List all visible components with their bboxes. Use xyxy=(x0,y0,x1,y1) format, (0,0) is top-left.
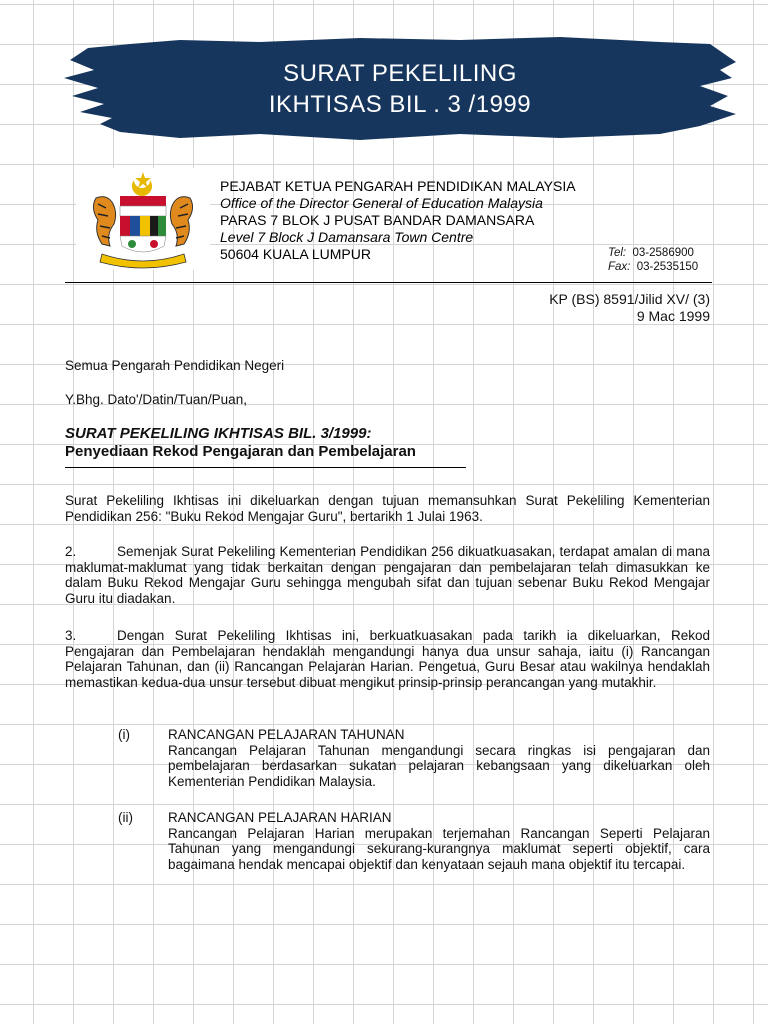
reference-block xyxy=(549,291,710,325)
salutation: Y.Bhg. Dato'/Datin/Tuan/Puan, xyxy=(65,392,247,407)
address-city: 50604 KUALA LUMPUR xyxy=(220,246,371,262)
coat-of-arms-icon xyxy=(76,168,210,270)
header-divider xyxy=(65,282,712,283)
office-name-english: Office of the Director General of Education Malaysia xyxy=(220,195,543,211)
title-banner xyxy=(60,34,740,144)
paragraph-2-text: Semenjak Surat Pekeliling Kementerian Pendidikan 256 dikuatkuasakan, terdapat amalan di mana maklumat-maklumat yang tidak berkaitan dengan pengajaran dan pembelajaran telah dimasukkan ke dalam Buku Rekod Mengajar Guru sehingga mengubah sifat dan tujuan sebenar Buku Rekod Mengajar Guru itu diadakan. xyxy=(65,544,710,606)
subject-subtitle: Penyediaan Rekod Pengajaran dan Pembelajaran xyxy=(65,443,416,460)
item-2-number: (ii) xyxy=(118,810,133,825)
tel-label: Tel: xyxy=(608,247,627,259)
contact-numbers xyxy=(608,246,698,274)
fax-number: 03-2535150 xyxy=(636,261,699,273)
subject-underline xyxy=(65,467,466,468)
reference-number: KP (BS) 8591/Jilid XV/ (3) xyxy=(549,291,710,307)
item-1-text: Rancangan Pelajaran Tahunan mengandungi secara ringkas isi pengajaran dan pembelajaran berdasarkan sukatan pelajaran kebangsaan yang dikeluarkan oleh Kementerian Pendidikan Malaysia. xyxy=(168,742,710,789)
address-malay: PARAS 7 BLOK J PUSAT BANDAR DAMANSARA xyxy=(220,212,535,228)
fax-label: Fax: xyxy=(608,261,631,273)
item-2-heading: RANCANGAN PELAJARAN HARIAN xyxy=(168,810,392,825)
paragraph-3-text: Dengan Surat Pekeliling Ikhtisas ini, berkuatkuasakan pada tarikh ia dikeluarkan, Rekod Pengajaran dan Pembelajaran hendaklah mengandungi hanya dua unsur sahaja, iaitu (i) Rancangan Pelajaran Tahunan, dan (ii) Rancangan Pelajaran Harian. Pengetua, Guru Besar atau wakilnya hendaklah memastikan kedua-dua unsur tersebut dibuat mengikut prinsip-prinsip perancangan yang mutakhir. xyxy=(65,628,710,690)
paragraph-1: Surat Pekeliling Ikhtisas ini dikeluarkan dengan tujuan memansuhkan Surat Pekeliling Kementerian Pendidikan 256: "Buku Rekod Mengajar Guru", bertarikh 1 Julai 1963. xyxy=(65,493,710,524)
banner-title-line2: IKHTISAS BIL . 3 /1999 xyxy=(268,91,532,118)
item-1-heading: RANCANGAN PELAJARAN TAHUNAN xyxy=(168,727,405,742)
paragraph-2-number: 2. xyxy=(65,544,77,559)
item-1 xyxy=(168,727,710,789)
item-2 xyxy=(168,810,710,872)
banner-title-line1: SURAT PEKELILING xyxy=(283,60,517,87)
tel-number: 03-2586900 xyxy=(632,247,694,259)
recipient: Semua Pengarah Pendidikan Negeri xyxy=(65,358,285,373)
address-english: Level 7 Block J Damansara Town Centre xyxy=(220,229,474,245)
item-1-number: (i) xyxy=(118,727,130,742)
letter-date: 9 Mac 1999 xyxy=(636,308,710,324)
office-name-malay: PEJABAT KETUA PENGARAH PENDIDIKAN MALAYSIA xyxy=(220,178,576,194)
paragraph-2 xyxy=(65,544,710,606)
paragraph-3 xyxy=(65,628,710,690)
paragraph-3-number: 3. xyxy=(65,628,77,643)
item-2-text: Rancangan Pelajaran Harian merupakan terjemahan Rancangan Seperti Pelajaran Tahunan yang mengandungi sekurang-kurangnya maklumat seperti objektif, cara bagaimana hendak mencapai objektif dan kenyataan sejauh mana objektif itu tercapai. xyxy=(168,825,710,872)
subject-title: SURAT PEKELILING IKHTISAS BIL. 3/1999: xyxy=(65,425,372,442)
